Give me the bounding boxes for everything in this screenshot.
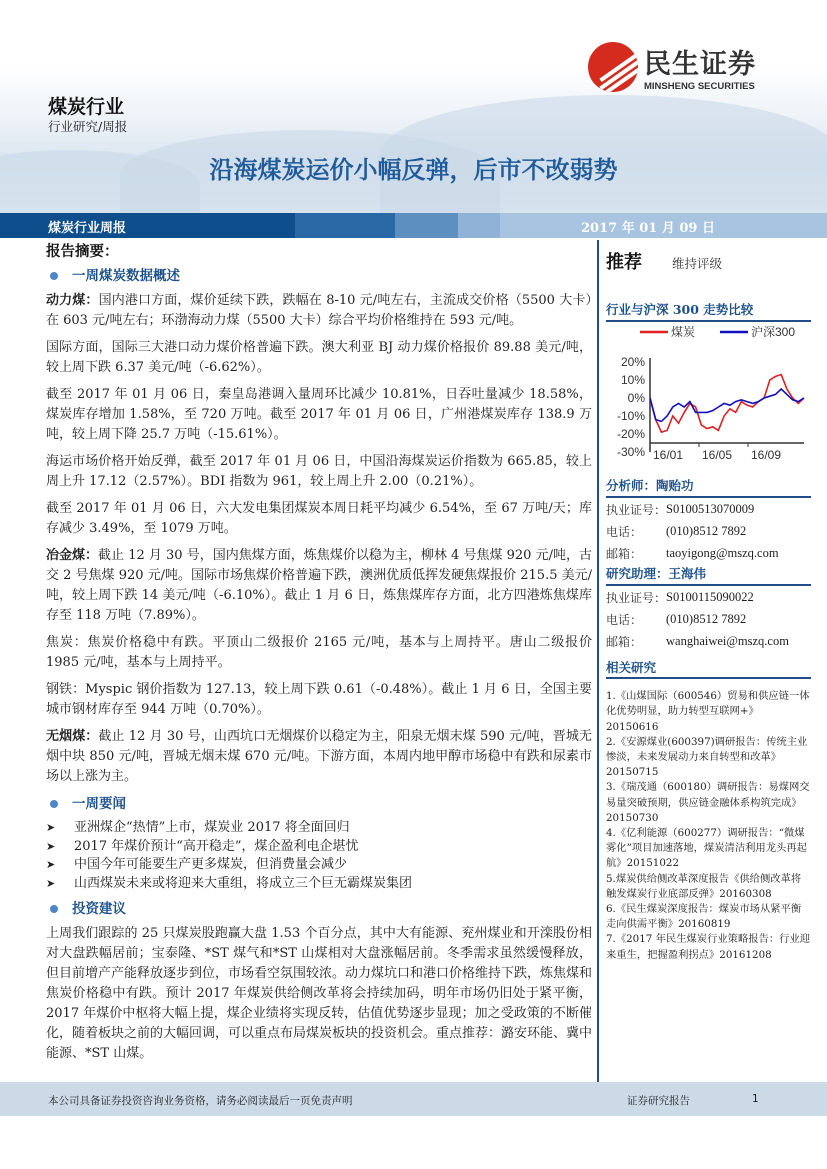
- performance-chart: [606, 318, 816, 468]
- news-item[interactable]: [46, 819, 592, 838]
- paragraph: [46, 338, 592, 378]
- report-type: 行业研究/周报: [48, 119, 128, 134]
- main-column: [46, 242, 592, 1071]
- email-link[interactable]: wanghaiwei@mszq.com: [666, 633, 789, 648]
- analyst-info: [606, 476, 811, 652]
- related-heading: 相关研究: [606, 660, 811, 679]
- paragraph: [46, 680, 592, 720]
- analyst-cert-row: [606, 498, 811, 520]
- arrow-bullet-icon: ➤: [46, 839, 56, 853]
- paragraph: [46, 385, 592, 445]
- assistant-heading: 研究助理：王海伟: [606, 564, 811, 586]
- y-tick-label: -20%: [616, 427, 645, 441]
- section-title: 投资建议: [72, 901, 126, 917]
- paragraph-text: 钢铁：Myspic 钢价指数为 127.13，较上周下跌 0.61（-0.48%）。截止 1 月 6 日，全国主要城市钢材库存至 944 万吨（0.70%）。: [46, 682, 592, 717]
- related-report[interactable]: 5.煤炭供给侧改革深度报告《供给侧改革将触发煤炭行业底部反弹》20160308: [606, 872, 802, 900]
- y-tick-label: 0%: [627, 391, 645, 405]
- news-text: 中国今年可能要生产更多煤炭，但消费量会减少: [74, 857, 348, 872]
- paragraph: [46, 291, 592, 331]
- chart-heading: 行业与沪深 300 走势比较: [606, 300, 811, 322]
- value: S0100513070009: [666, 501, 755, 516]
- y-tick-label: 20%: [620, 355, 645, 369]
- value: S0100115090022: [666, 589, 754, 604]
- assistant-cert-row: [606, 586, 811, 608]
- logo-text-cn: 民生证券: [644, 49, 756, 80]
- paragraph-text: 截止 12 月 30 号，山西坑口无烟煤价以稳定为主，阳泉无烟末煤 590 元/吨，晋城无烟中块 850 元/吨，晋城无烟末煤 670 元/吨。下游方面，本周内地甲醇市场稳中有跌和尿素市场以上涨为主。: [46, 729, 592, 784]
- related-report[interactable]: 7.《2017 年民生煤炭行业策略报告：行业迎来重生，把握盈利拐点》20161208: [606, 933, 811, 961]
- news-text: 山西煤炭未来或将迎来大重组，将成立三个巨无霸煤炭集团: [74, 875, 413, 891]
- summary-heading: 报告摘要：: [46, 243, 119, 260]
- section-heading: [46, 794, 592, 814]
- label: 电话：: [606, 524, 643, 539]
- paragraph: [46, 727, 592, 787]
- legend-label: 沪深300: [751, 325, 796, 339]
- paragraph-lead: 无烟煤：: [46, 729, 99, 744]
- logo-mark-icon: [588, 42, 638, 92]
- related-report[interactable]: 1.《山煤国际（600546）贸易和供应链一体化优势明显，助力转型互联网+》20150616: [606, 690, 810, 733]
- paragraph-text: 焦炭：焦炭价格稳中有跌。平顶山二级报价 2165 元/吨，基本与上周持平。唐山二级报价 1985 元/吨，基本与上周持平。: [46, 635, 592, 670]
- logo-text-en: MINSHENG SECURITIES: [644, 81, 755, 92]
- analyst-heading: 分析师：陶贻功: [606, 476, 811, 498]
- related-research: [606, 660, 811, 963]
- news-item[interactable]: [46, 838, 592, 857]
- news-text: 亚洲煤企“热情”上市，煤炭业 2017 将全面回归: [74, 820, 350, 835]
- arrow-bullet-icon: ➤: [46, 821, 56, 834]
- news-text: 2017 年煤价预计“高开稳走”，煤企盈利电企堪忧: [74, 838, 359, 854]
- band-label: 煤炭行业周报: [48, 221, 127, 236]
- arrow-bullet-icon: ➤: [46, 858, 56, 871]
- bullet-dot-icon: [50, 272, 58, 280]
- section-title: 一周煤炭数据概述: [72, 268, 180, 284]
- value: (010)8512 7892: [666, 523, 747, 538]
- label: 执业证号：: [606, 502, 667, 517]
- paragraph-text: 截止 12 月 30 号，国内焦煤方面，炼焦煤价以稳为主，柳林 4 号焦煤 920 元/吨，古交 2 号焦煤 920 元/吨。国际市场焦煤价格普遍下跌，澳洲优质低挥发硬焦煤报价 215.5 美元/吨，较上周下跌 14 美元/吨（-6.10%）。截止 1 月 6 日，炼焦煤库存方面，北方四港炼焦煤库存至 118 万吨（7.89%）。: [46, 548, 592, 623]
- x-tick-label: 16/09: [751, 448, 782, 462]
- y-tick-label: 10%: [620, 373, 645, 387]
- rating-value: 推荐: [606, 252, 642, 273]
- industry-label: 煤炭行业: [48, 96, 125, 118]
- investment-advice: 上周我们跟踪的 25 只煤炭股跑赢大盘 1.53 个百分点，其中大有能源、兖州煤业和开滦股份相对大盘跌幅居前；宝泰隆、*ST 煤气和*ST 山煤相对大盘涨幅居前。冬季需求虽然缓慢释放，但目前增产产能释放逐步到位，市场看空氛围较浓。动力煤坑口和港口价格维持下跌，炼焦煤和焦炭价格稳中有跌。预计 2017 年煤炭供给侧改革将会持续加码，明年市场仍旧处于紧平衡，2017 年煤价中枢将大幅上提，煤企业绩将实现反转，估值优势逐步显现；加之受政策的不断催化，随着板块之前的大幅回调，可以重点布局煤炭板块的投资机会。重点推荐：潞安环能、冀中能源、*ST 山煤。: [46, 926, 593, 1061]
- footer: [0, 1082, 827, 1116]
- x-tick-label: 16/05: [702, 448, 733, 462]
- sidebar: [606, 244, 811, 322]
- paragraph-lead: 冶金煤：: [46, 548, 99, 563]
- email-link[interactable]: taoyigong@mszq.com: [666, 545, 779, 560]
- assistant-phone-row: [606, 608, 811, 630]
- paragraph: [46, 546, 592, 626]
- paragraph: [46, 499, 592, 539]
- label: 电话：: [606, 612, 643, 627]
- section-heading: [46, 899, 592, 919]
- related-report[interactable]: 6.《民生煤炭深度报告：煤炭市场从紧平衡走向供需平衡》20160819: [606, 903, 802, 931]
- paragraph-text: 国内港口方面，煤价延续下跌，跌幅在 8-10 元/吨左右，主流成交价格（5500 大卡）在 603 元/吨左右；环渤海动力煤（5500 大卡）综合平均价格维持在 593 元/吨。: [46, 293, 592, 328]
- analyst-email-row: [606, 542, 811, 564]
- rating: [606, 248, 811, 274]
- paragraph-lead: 动力煤：: [46, 293, 99, 308]
- section-heading: [46, 266, 592, 286]
- label: 执业证号：: [606, 590, 667, 605]
- report-date: 2017 年 01 月 09 日: [581, 221, 715, 236]
- bullet-dot-icon: [50, 905, 58, 913]
- paragraph: [46, 633, 592, 673]
- label: 邮箱：: [606, 546, 643, 561]
- y-tick-label: -10%: [616, 409, 645, 423]
- doc-type: 证券研究报告: [627, 1095, 690, 1107]
- related-report[interactable]: 4.《亿利能源（600277）调研报告：“微煤雾化”项目加速落地，煤炭清洁利用龙头再起航》20151022: [606, 827, 807, 870]
- assistant-email-row: [606, 630, 811, 652]
- arrow-bullet-icon: ➤: [46, 876, 56, 890]
- related-report[interactable]: 3.《瑞茂通（600180）调研报告：易煤网交易量突破预期，供应链金融体系构筑完成》20150730: [606, 781, 810, 824]
- legend-label: 煤炭: [671, 325, 696, 339]
- column-divider: [597, 240, 599, 1082]
- page-number: 1: [752, 1093, 759, 1105]
- news-item[interactable]: [46, 856, 592, 875]
- paragraph-text: 海运市场价格开始反弹，截至 2017 年 01 月 06 日，中国沿海煤炭运价指数为 665.85，较上周上升 17.12（2.57%）。BDI 指数为 961，较上周上升 2.00（0.21%）。: [46, 454, 592, 489]
- section-title: 一周要闻: [72, 796, 126, 812]
- paragraph-text: 截至 2017 年 01 月 06 日，秦皇岛港调入量周环比减少 10.81%，日吞吐量减少 18.58%，煤炭库存增加 1.58%，至 720 万吨。截至 2017 年 01 月 06 日，广州港煤炭库存 138.9 万吨，较上周下降 25.7 万吨（-15.61%）。: [46, 387, 592, 442]
- news-list: [46, 819, 592, 893]
- y-tick-label: -30%: [616, 445, 645, 459]
- report-title: 沿海煤炭运价小幅反弹，后市不改弱势: [209, 156, 618, 184]
- series-line-coal: [650, 375, 804, 433]
- analyst-phone-row: [606, 520, 811, 542]
- disclaimer: 本公司具备证券投资咨询业务资格，请务必阅读最后一页免责声明: [48, 1095, 353, 1107]
- paragraph: [46, 452, 592, 492]
- paragraph-text: 截至 2017 年 01 月 06 日，六大发电集团煤炭本周日耗平均减少 6.54%，至 67 万吨/天；库存减少 3.49%，至 1079 万吨。: [46, 501, 592, 536]
- related-report[interactable]: 2.《安源煤业(600397)调研报告：传统主业惨淡，未来发展动力来自转型和改革》20150715: [606, 735, 808, 779]
- value: (010)8512 7892: [666, 611, 747, 626]
- x-tick-label: 16/01: [653, 448, 684, 462]
- news-item[interactable]: [46, 875, 592, 894]
- label: 邮箱：: [606, 634, 643, 649]
- bullet-dot-icon: [50, 800, 58, 808]
- rating-note: 维持评级: [672, 256, 723, 271]
- company-logo: [588, 42, 756, 92]
- paragraph-text: 国际方面，国际三大港口动力煤价格普遍下跌。澳大利亚 BJ 动力煤价格报价 89.88 美元/吨，较上周下跌 6.37 美元/吨（-6.62%）。: [46, 340, 593, 375]
